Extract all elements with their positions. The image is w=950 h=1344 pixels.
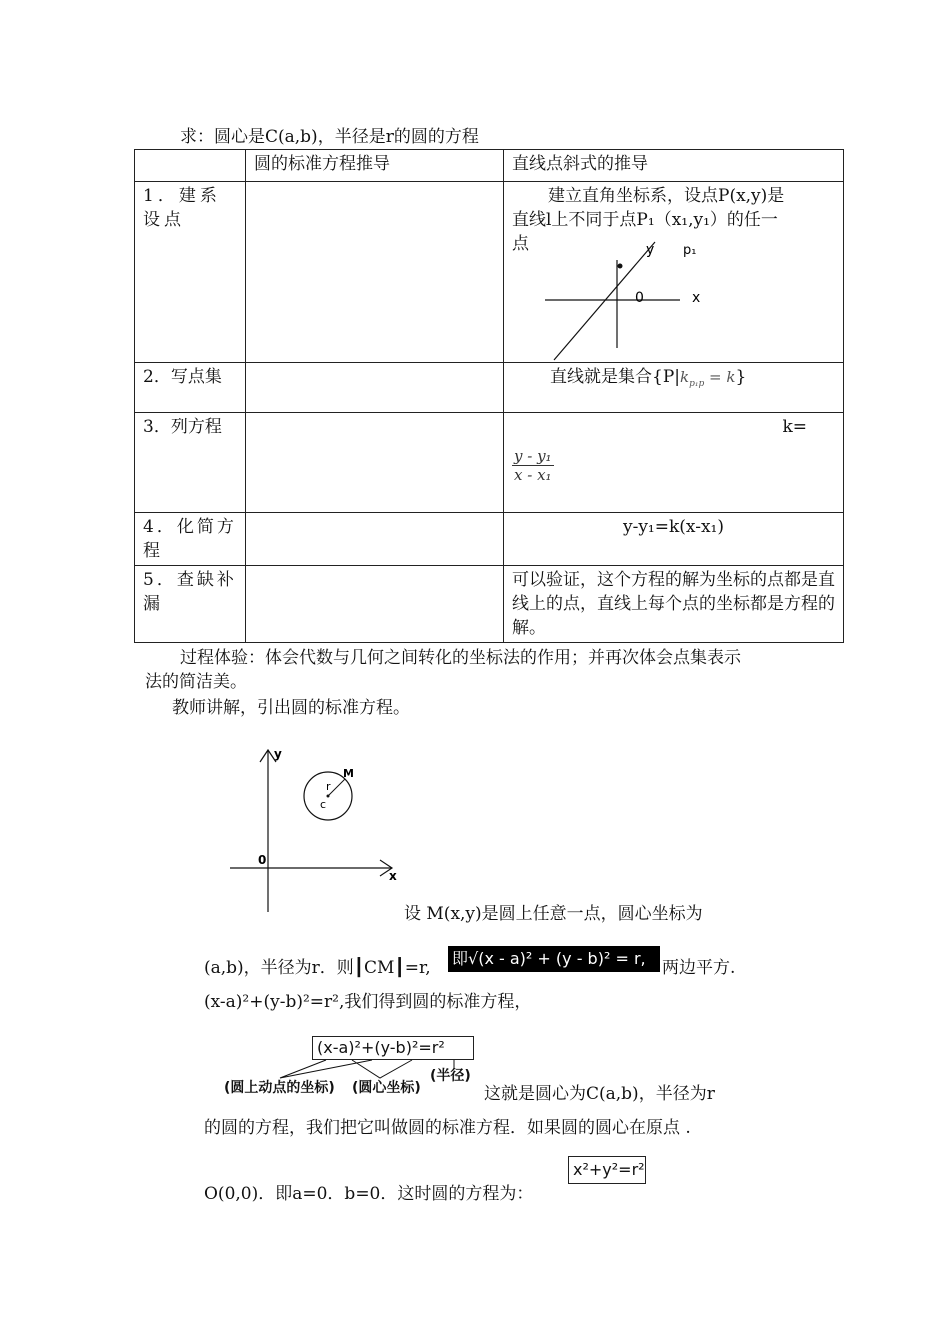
intro-text: 求：圆心是C(a,b)，半径是r的圆的方程 [180, 127, 479, 147]
circle-fig-r-label: r [326, 780, 331, 793]
table-header-line: 直线点斜式的推导 [504, 150, 844, 182]
set-suffix: } [735, 367, 747, 387]
step-label: 4．化简方程 [135, 513, 246, 566]
step-label: 5．查缺补漏 [135, 566, 246, 643]
table-row [135, 566, 844, 643]
line-fig-origin-label: 0 [635, 290, 644, 306]
line-fig-x-label: x [692, 290, 701, 306]
frac-numerator: y - y₁ [514, 447, 552, 465]
set-sub: p₁p [689, 379, 705, 389]
derivation-line-3: (x-a)²+(y-b)²=r²,我们得到圆的标准方程， [204, 992, 532, 1012]
circle-fig-c-label: c [320, 798, 327, 811]
table-row [135, 363, 844, 413]
line-cell [504, 363, 844, 413]
table-row [135, 413, 844, 513]
circle-fig-m-label: M [343, 767, 354, 780]
table-header-blank [135, 150, 246, 182]
circle-fig-radius [328, 779, 345, 796]
table-header-row [135, 150, 844, 182]
frac-denominator: x - x₁ [514, 466, 552, 484]
circle-fig-center-dot [327, 795, 330, 798]
teacher-text: 教师讲解，引出圆的标准方程。 [172, 698, 410, 718]
label-radius: (半径) [430, 1068, 471, 1084]
circle-fig-y-label: y [274, 747, 282, 761]
circle-cell [246, 363, 504, 413]
set-k: k [679, 368, 690, 386]
comparison-table [134, 149, 844, 643]
line-cell [504, 413, 844, 513]
origin-equation-box: x²+y²=r² [568, 1156, 646, 1184]
table-row [135, 513, 844, 566]
label-moving-point: (圆上动点的坐标) [224, 1080, 335, 1096]
derivation-line-2-prefix: (a,b)，半径为r．则┃CM┃=r, [204, 958, 431, 978]
circle-cell [246, 566, 504, 643]
line-step5-text: 可以验证，这个方程的解为坐标的点都是直线上的点，直线上每个点的坐标都是方程的解。 [504, 566, 844, 643]
line-step1-text: 建立直角坐标系，设点P(x,y)是直线l上不同于点P₁（x₁,y₁）的任一点 [512, 186, 785, 254]
circle-cell [246, 413, 504, 513]
distance-equation-highlight: 即√(x - a)² + (y - b)² = r, [448, 946, 660, 972]
line-coordinate-figure [540, 236, 720, 366]
process-text-1: 过程体验：体会代数与几何之间转化的坐标法的作用；并再次体会点集表示 [180, 648, 741, 668]
label-center: (圆心坐标) [352, 1080, 421, 1096]
step-label: 2．写点集 [135, 363, 246, 413]
derivation-line-4: 这就是圆心为C(a,b)，半径为r [484, 1084, 715, 1104]
derivation-line-2-suffix: 两边平方. [662, 958, 736, 978]
circle-cell [246, 182, 504, 363]
table-row [135, 182, 844, 363]
circle-cell [246, 513, 504, 566]
line-step4-text: y-y₁=k(x-x₁) [504, 513, 844, 566]
derivation-line-6: O(0,0)．即a=0．b=0．这时圆的方程为： [204, 1184, 534, 1204]
set-eq: = k [709, 368, 736, 386]
derivation-line-1: 设 M(x,y)是圆上任意一点，圆心坐标为 [404, 904, 703, 924]
slope-label: k= [782, 417, 807, 437]
line-fig-point-p [618, 264, 623, 269]
standard-equation-box: (x-a)²+(y-b)²=r² [312, 1036, 474, 1060]
circle-fig-origin-label: 0 [258, 853, 267, 867]
set-prefix: 直线就是集合{P| [550, 367, 680, 387]
table-header-circle: 圆的标准方程推导 [246, 150, 504, 182]
slope-fraction [512, 447, 554, 484]
line-fig-p1-label: p₁ [683, 243, 697, 258]
circle-coordinate-figure [226, 744, 406, 916]
derivation-line-5: 的圆的方程，我们把它叫做圆的标准方程．如果圆的圆心在原点 . [204, 1118, 691, 1138]
line-fig-y-label: y [646, 242, 655, 258]
circle-fig-x-label: x [389, 869, 397, 883]
step-label: 1．建系设点 [135, 182, 246, 363]
step-label: 3．列方程 [135, 413, 246, 513]
process-text-2: 法的简洁美。 [145, 672, 247, 692]
